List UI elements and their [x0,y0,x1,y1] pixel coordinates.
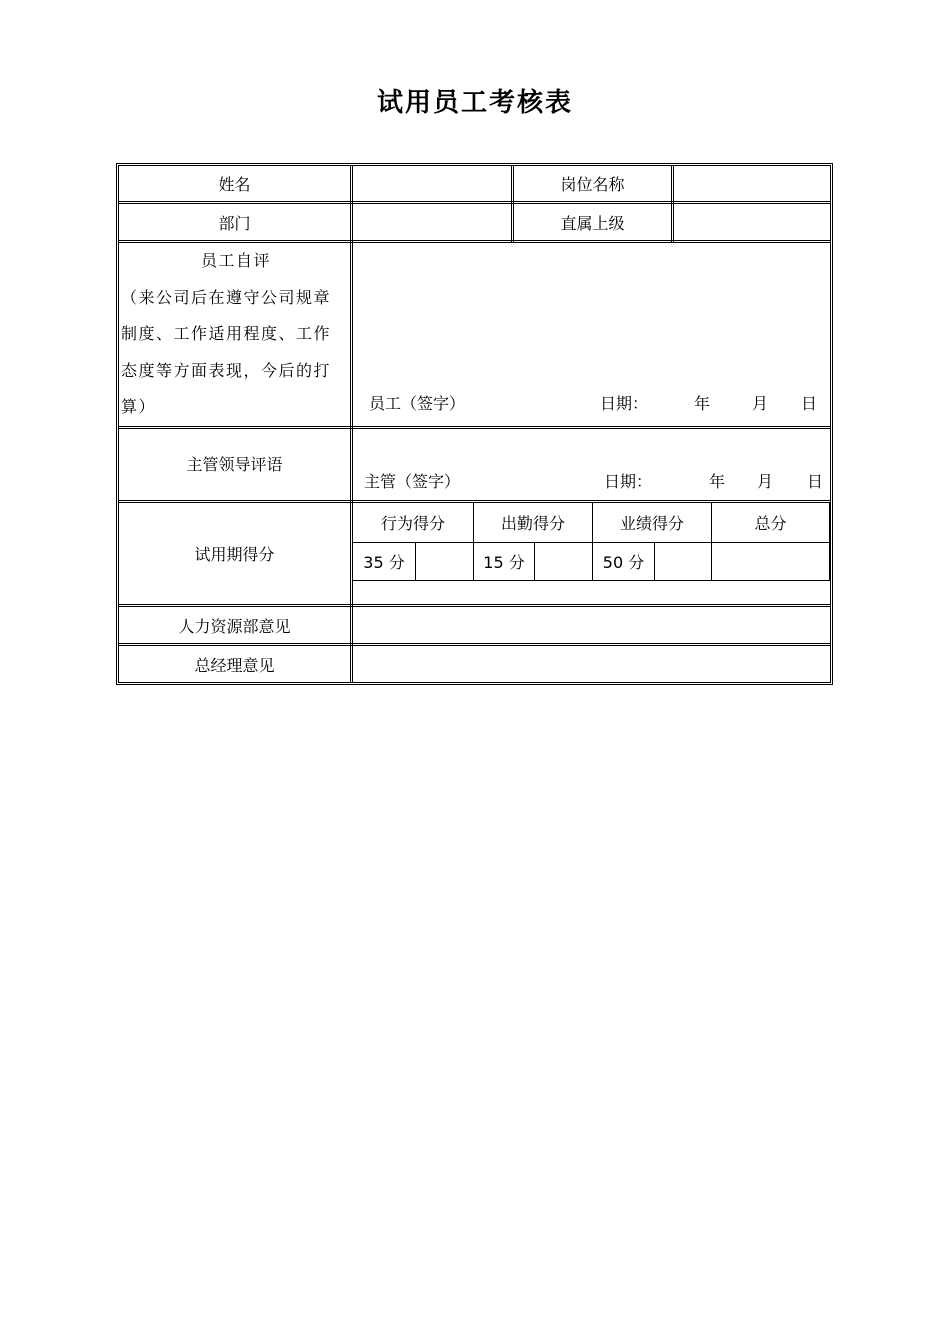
employee-date-month: 月 [752,394,769,413]
total-score-input[interactable] [712,543,829,580]
self-evaluation-field[interactable] [353,243,830,426]
gm-opinion-label: 总经理意见 [194,655,275,675]
name-field[interactable] [353,166,511,201]
self-eval-desc-line: 制度、工作适用程度、工作 [121,324,332,343]
manager-comment-label: 主管领导评语 [186,454,283,474]
manager-date-day: 日 [807,472,824,491]
department-label: 部门 [218,213,251,233]
manager-date-label: 日期： [604,472,653,491]
department-field[interactable] [353,204,511,240]
manager-date-month: 月 [757,472,774,491]
total-score-header: 总分 [754,514,787,533]
performance-score-max: 50 分 [602,553,645,572]
self-eval-desc-line: 算） [121,397,157,416]
self-eval-desc-line: （来公司后在遵守公司规章 [121,287,332,307]
behavior-score-max: 35 分 [363,553,405,572]
attendance-score-max: 15 分 [483,553,525,572]
behavior-score-input[interactable] [416,543,473,580]
evaluation-table [116,163,833,685]
supervisor-label: 直属上级 [560,213,625,233]
manager-comment-field[interactable] [353,429,830,500]
employee-date-label: 日期： [600,394,649,413]
behavior-score-header: 行为得分 [380,514,445,533]
probation-score-label: 试用期得分 [194,545,275,564]
supervisor-field[interactable] [674,204,830,240]
self-eval-desc-line: 态度等方面表现，今后的打 [121,360,332,380]
performance-score-input[interactable] [655,543,711,580]
manager-signature-label: 主管（签字） [364,472,461,491]
self-eval-title: 员工自评 [200,251,271,270]
attendance-score-header: 出勤得分 [500,514,565,533]
hr-opinion-label: 人力资源部意见 [178,616,291,636]
manager-date-year: 年 [709,472,726,491]
hr-opinion-field[interactable] [353,607,830,643]
employee-signature-label: 员工（签字） [369,394,466,413]
position-label: 岗位名称 [560,175,625,194]
position-field[interactable] [674,166,830,201]
gm-opinion-field[interactable] [353,646,830,682]
attendance-score-input[interactable] [535,543,592,580]
employee-date-year: 年 [694,394,711,413]
form-title: 试用员工考核表 [376,88,573,118]
employee-date-day: 日 [801,394,818,413]
name-label: 姓名 [218,175,251,194]
performance-score-header: 业绩得分 [619,514,684,533]
self-evaluation-label [121,243,351,426]
